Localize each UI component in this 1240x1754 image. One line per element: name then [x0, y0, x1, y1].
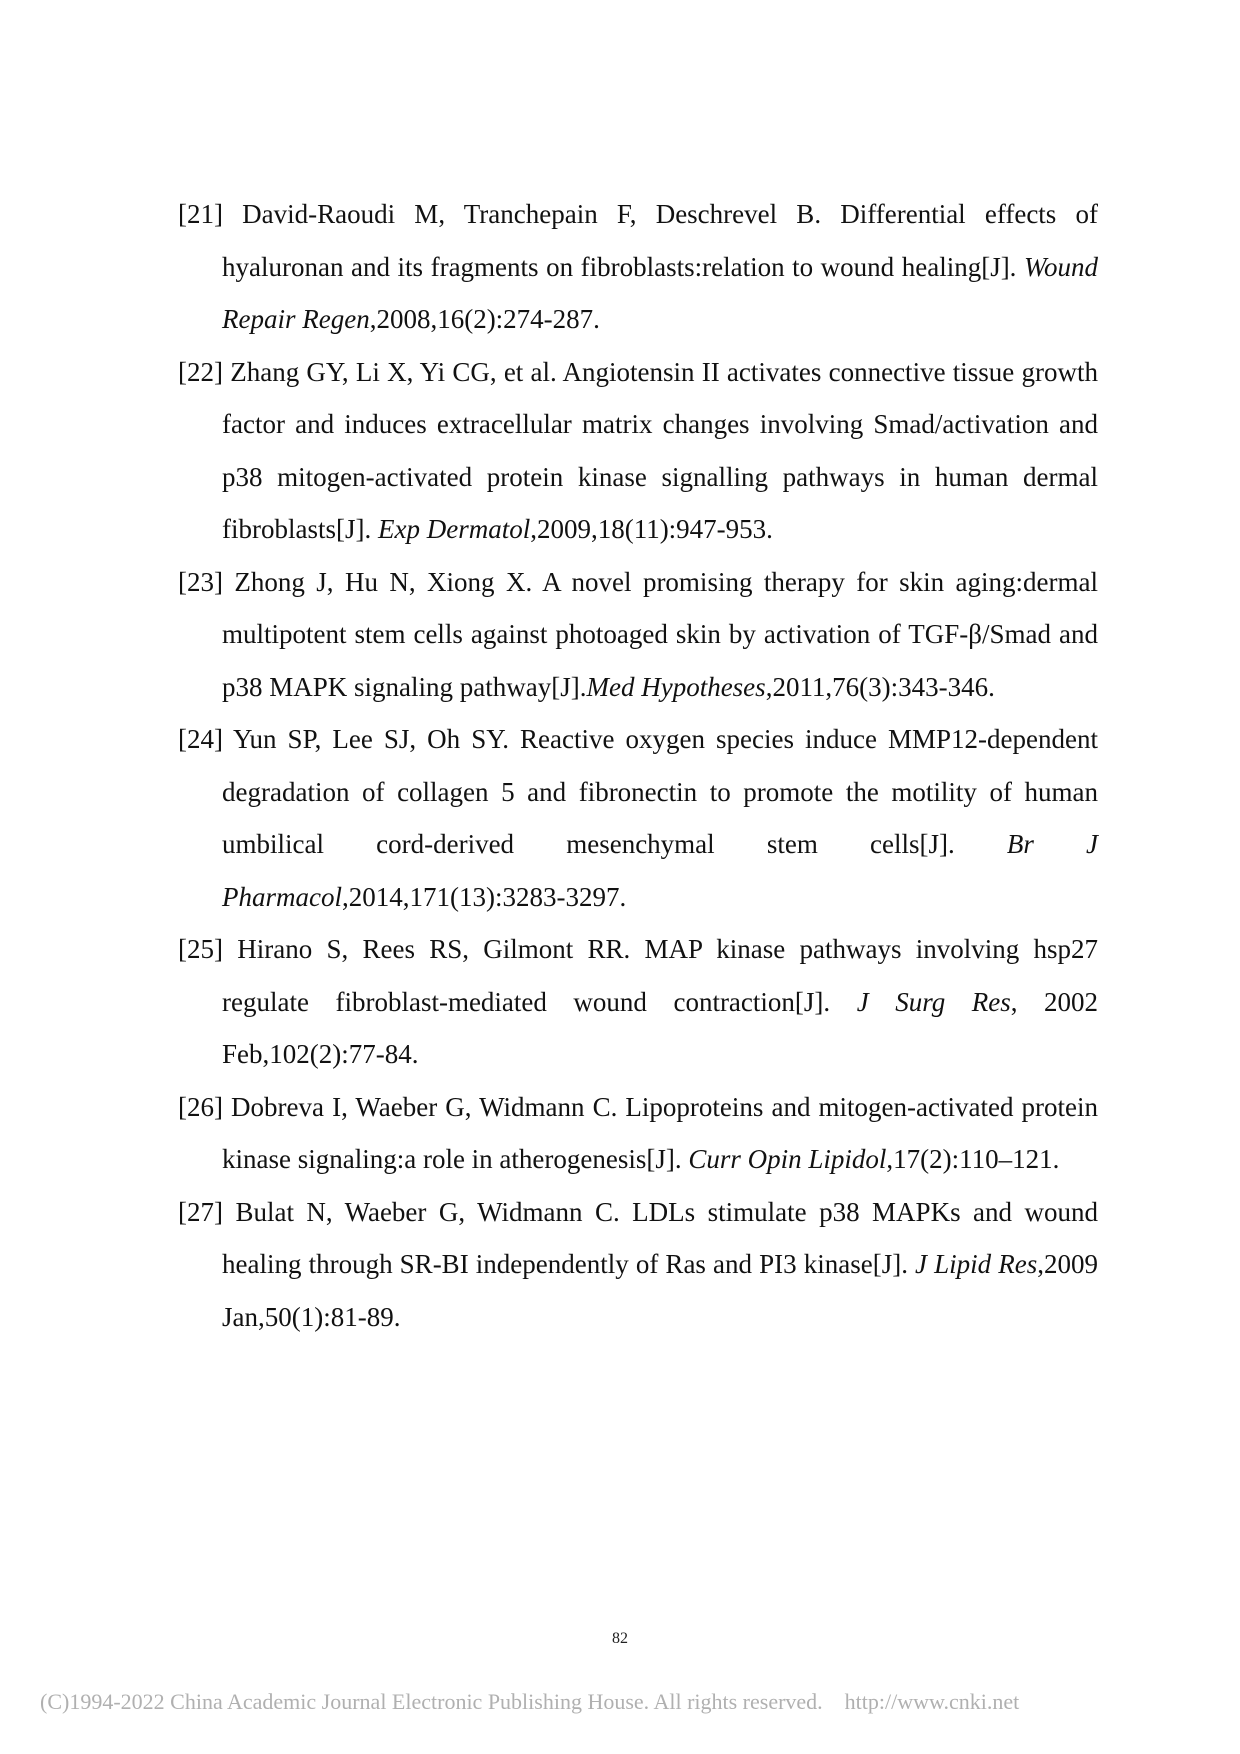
reference-citation: ,2011,76(3):343-346.: [765, 671, 995, 702]
reference-number: [25]: [178, 934, 223, 964]
reference-text: Zhang GY, Li X, Yi CG, et al. Angiotensin II activates connective tissue growth factor and induces extracellular matrix changes involving Smad/activation and p38 mitogen-activated protein kinase signalling pathways in human dermal fibroblasts[J].: [222, 356, 1098, 544]
page-number: 82: [612, 1630, 628, 1647]
reference-citation: ,2014,171(13):3283-3297.: [341, 881, 627, 912]
reference-number: [22]: [178, 356, 223, 387]
reference-text: Zhong J, Hu N, Xiong X. A novel promising therapy for skin aging:dermal multipotent stem cells against photoaged skin by activation of TGF-β/Smad and p38 MAPK signaling pathway[J].: [222, 566, 1098, 702]
reference-number: [21]: [178, 199, 223, 229]
reference-number: [24]: [178, 724, 223, 754]
reference-citation: , 2002 Feb,102(2):77-84.: [222, 986, 1098, 1069]
journal-name: Exp Dermatol: [377, 514, 531, 544]
reference-24: [178, 713, 1098, 923]
reference-25: [178, 923, 1098, 1081]
reference-text: Yun SP, Lee SJ, Oh SY. Reactive oxygen species induce MMP12-dependent degradation of collagen 5 and fibronectin to promote the motility of human umbilical cord-derived mesenchymal stem cells[J].: [222, 724, 1098, 859]
reference-text: David-Raoudi M, Tranchepain F, Deschrevel B. Differential effects of hyaluronan and its fragments on fibroblasts:relation to wound healing[J].: [222, 199, 1098, 282]
reference-23: [178, 556, 1098, 714]
reference-number: [23]: [178, 566, 223, 597]
copyright-footer: (C)1994-2022 China Academic Journal Electronic Publishing House. All rights reserved. http://www.cnki.net: [40, 1689, 1020, 1714]
journal-name: Med Hypotheses: [586, 671, 766, 702]
reference-number: [27]: [178, 1196, 223, 1227]
reference-list: [178, 188, 1098, 1343]
reference-citation: ,17(2):110–121.: [886, 1144, 1060, 1174]
reference-22: [178, 346, 1098, 556]
reference-text: Hirano S, Rees RS, Gilmont RR. MAP kinase pathways involving hsp27 regulate fibroblast-mediated wound contraction[J].: [222, 934, 1098, 1017]
reference-citation: ,2009 Jan,50(1):81-89.: [222, 1249, 1098, 1332]
reference-26: [178, 1081, 1098, 1186]
reference-text: Dobreva I, Waeber G, Widmann C. Lipoproteins and mitogen-activated protein kinase signaling:a role in atherogenesis[J].: [222, 1091, 1098, 1174]
reference-27: [178, 1186, 1098, 1344]
journal-name: Curr Opin Lipidol: [688, 1144, 887, 1174]
journal-name: J Surg Res: [856, 986, 1011, 1017]
reference-citation: ,2008,16(2):274-287.: [369, 304, 600, 334]
reference-citation: ,2009,18(11):947-953.: [530, 514, 773, 544]
reference-number: [26]: [178, 1091, 223, 1122]
journal-name: Br J Pharmacol: [222, 829, 1099, 912]
reference-text: Bulat N, Waeber G, Widmann C. LDLs stimulate p38 MAPKs and wound healing through SR-BI independently of Ras and PI3 kinase[J].: [222, 1196, 1098, 1279]
journal-name: J Lipid Res: [915, 1249, 1038, 1279]
reference-21: [178, 188, 1098, 346]
journal-name: Wound Repair Regen: [222, 251, 1098, 334]
